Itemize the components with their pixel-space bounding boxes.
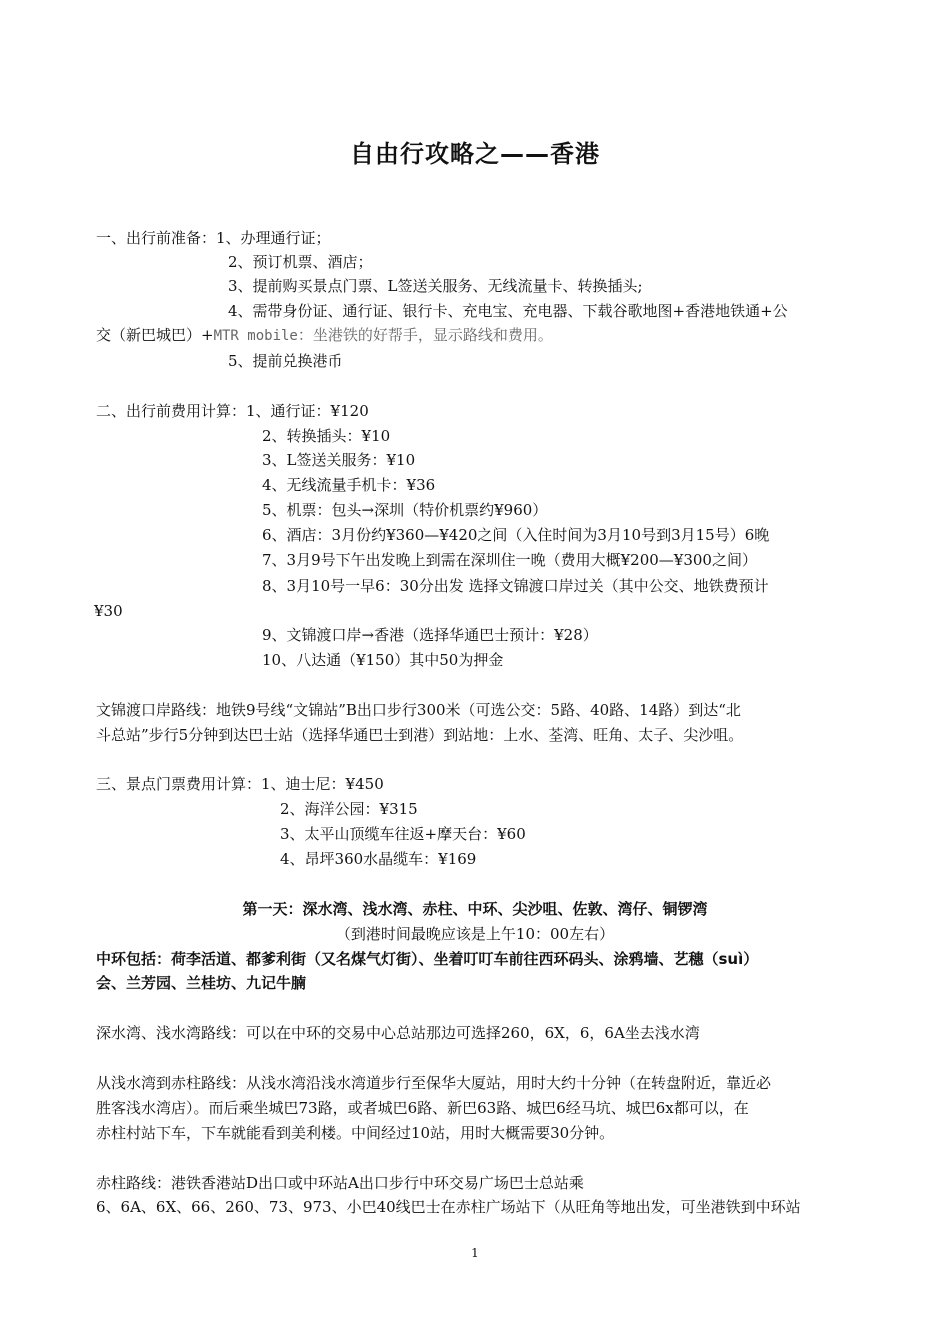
page-number: 1 [471,1246,479,1260]
cost-item-8a: 8、3月10号一早6：30分出发 选择文锦渡口岸过关（其中公交、地铁费预计 [262,577,769,595]
prep-item-5: 5、提前兑换港币 [228,352,343,370]
mtr-mobile-app-name: MTR mobile [213,328,298,344]
central-list-line-1: 中环包括：荷李活道、都爹利街（又名煤气灯街）、坐着叮叮车前往西环码头、涂鸦墙、艺穗（suì） [96,950,759,968]
prep-item-1: 1、办理通行证； [216,229,331,247]
tickets-heading: 三、景点门票费用计算： [96,775,262,793]
prep-item-4a: 4、需带身份证、通行证、银行卡、充电宝、充电器、下载谷歌地图+香港地铁通+公 [228,302,788,320]
ticket-item-3: 3、太平山顶缆车往返+摩天台：¥60 [280,825,526,843]
day1-subheading: （到港时间最晚应该是上午10：00左右） [335,925,615,943]
central-list-line-2: 会、兰芳园、兰桂坊、九记牛腩 [96,974,307,992]
cost-item-7: 7、3月9号下午出发晚上到需在深圳住一晚（费用大概¥200—¥300之间） [262,551,757,569]
route-line-2: 斗总站”步行5分钟到达巴士站（选择华通巴士到港）到站地：上水、荃湾、旺角、太子、尖沙咀。 [96,726,744,744]
cost-heading-line [96,400,369,422]
chai-route-line-1: 赤柱路线：港铁香港站D出口或中环站A出口步行中环交易广场巴士总站乘 [96,1174,584,1192]
stanley-route-line-2: 胜客浅水湾店）。而后乘坐城巴73路，或者城巴6路、新巴63路、城巴6经马坑、城巴6x都可以，在 [96,1099,749,1117]
prep-item-2: 2、预订机票、酒店； [228,253,373,271]
cost-item-5: 5、机票：包头→深圳（特价机票约¥960） [262,501,548,519]
cost-item-4: 4、无线流量手机卡：¥36 [262,476,436,494]
chai-route-line-2: 6、6A、6X、66、260、73、973、小巴40线巴士在赤柱广场站下（从旺角等地出发，可坐港铁到中环站 [96,1198,801,1216]
prep-item-4b: 交（新巴城巴）+ [96,326,214,344]
cost-item-1: 1、通行证：¥120 [246,402,369,420]
cost-item-6: 6、酒店：3月份约¥360—¥420之间（入住时间为3月10号到3月15号）6晚 [262,526,770,544]
route-line-1: 文锦渡口岸路线：地铁9号线“文锦站”B出口步行300米（可选公交：5路、40路、14路）到达“北 [96,701,741,719]
deep-water-route: 深水湾、浅水湾路线：可以在中环的交易中心总站那边可选择260，6X，6，6A坐去浅水湾 [96,1024,700,1042]
ticket-item-4: 4、昂坪360水晶缆车：¥169 [280,850,477,868]
tickets-heading-line [96,773,384,795]
ticket-item-1: 1、迪士尼：¥450 [261,775,384,793]
cost-item-8b: ¥30 [94,602,123,620]
cost-item-3: 3、L签送关服务：¥10 [262,451,416,469]
stanley-route-line-1: 从浅水湾到赤柱路线：从浅水湾沿浅水湾道步行至保华大厦站，用时大约十分钟（在转盘附近，靠近必 [96,1074,772,1092]
prep-item-3: 3、提前购买景点门票、L签送关服务、无线流量卡、转换插头; [228,277,643,295]
cost-item-10: 10、八达通（¥150）其中50为押金 [262,651,504,669]
day1-heading: 第一天：深水湾、浅水湾、赤柱、中环、尖沙咀、佐敦、湾仔、铜锣湾 [242,900,708,918]
prep-heading: 一、出行前准备： [96,229,217,247]
page-title: 自由行攻略之——香港 [350,140,600,168]
prep-heading-line [96,227,331,249]
prep-item-4c: ：坐港铁的好帮手，显示路线和费用。 [297,326,553,344]
cost-item-9: 9、文锦渡口岸→香港（选择华通巴士预计：¥28） [262,626,598,644]
cost-item-2: 2、转换插头：¥10 [262,427,391,445]
ticket-item-2: 2、海洋公园：¥315 [280,800,418,818]
cost-heading: 二、出行前费用计算： [96,402,247,420]
prep-item-4b-line [96,324,553,347]
stanley-route-line-3: 赤柱村站下车，下车就能看到美利楼。中间经过10站，用时大概需要30分钟。 [96,1124,615,1142]
